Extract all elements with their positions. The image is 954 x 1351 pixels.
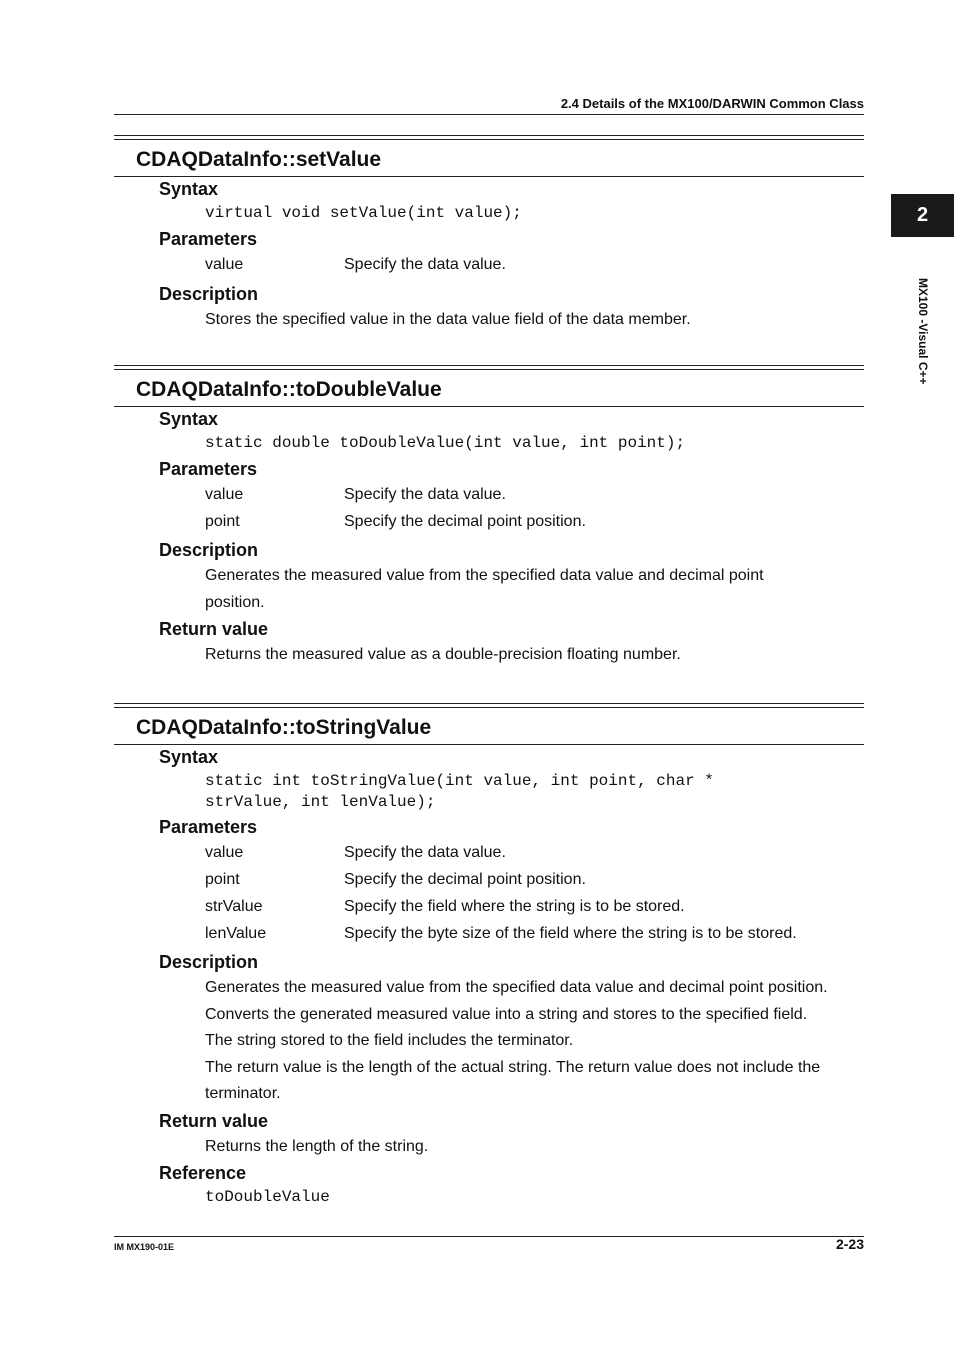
section-rule — [114, 369, 864, 370]
parameter-row — [114, 893, 864, 920]
reference-code: toDoubleValue — [205, 1188, 330, 1206]
return-value-text: Returns the measured value as a double-precision floating number. — [205, 646, 681, 663]
parameter-desc: Specify the byte size of the field where the string is to be stored. — [344, 925, 797, 942]
description-heading: Description — [159, 952, 259, 972]
description-heading: Description — [159, 284, 259, 304]
description-heading: Description — [159, 540, 259, 560]
parameter-name: strValue — [205, 898, 263, 915]
section-rule — [114, 135, 864, 136]
description-text: Generates the measured value from the specified data value and decimal point position. — [205, 567, 764, 611]
parameters-heading: Parameters — [159, 817, 258, 837]
parameter-row — [114, 481, 864, 508]
return-value-heading: Return value — [159, 1110, 269, 1131]
description-text: The return value is the length of the actual string. The return value does not include the terminator. — [205, 1058, 821, 1102]
section-rule — [114, 365, 864, 366]
section-title: CDAQDataInfo::toDoubleValue — [136, 378, 442, 401]
syntax-code-line: static int toStringValue(int value, int point, char * — [205, 772, 714, 790]
description-text: Generates the measured value from the specified data value and decimal point position. Converts the generated measured value into a string and stores to the specified field. The string stored to the field includes the terminator. — [205, 979, 828, 1049]
reference-heading: Reference — [159, 1163, 247, 1183]
parameter-desc: Specify the decimal point position. — [344, 513, 586, 530]
header-rule — [114, 114, 864, 115]
page-number: 2-23 — [835, 1236, 864, 1252]
section-title: CDAQDataInfo::toStringValue — [136, 716, 432, 739]
parameter-name: point — [205, 513, 240, 530]
syntax-code-line: strValue, int lenValue); — [205, 793, 436, 811]
syntax-heading: Syntax — [159, 409, 219, 429]
parameters-heading: Parameters — [159, 459, 258, 479]
section-rule — [114, 703, 864, 704]
parameter-name: point — [205, 871, 240, 888]
section-todoublevalue — [114, 365, 864, 669]
parameter-name: lenValue — [205, 925, 267, 942]
parameter-desc: Specify the data value. — [344, 844, 506, 861]
section-rule — [114, 744, 864, 745]
chapter-tab: 2 — [891, 194, 954, 237]
section-title: CDAQDataInfo::setValue — [136, 148, 382, 171]
section-rule — [114, 139, 864, 140]
syntax-heading: Syntax — [159, 747, 219, 767]
parameter-row — [114, 920, 864, 947]
section-rule — [114, 176, 864, 177]
parameter-row — [114, 839, 864, 866]
syntax-code: static double toDoubleValue(int value, int point); — [205, 434, 686, 452]
parameter-desc: Specify the data value. — [344, 486, 506, 503]
parameter-row — [114, 508, 864, 535]
syntax-heading: Syntax — [159, 179, 219, 199]
section-rule — [114, 406, 864, 407]
running-header: 2.4 Details of the MX100/DARWIN Common Class — [560, 96, 864, 111]
parameter-desc: Specify the field where the string is to be stored. — [344, 898, 685, 915]
parameters-heading: Parameters — [159, 229, 258, 249]
section-setvalue — [114, 135, 864, 334]
parameter-desc: Specify the data value. — [344, 256, 506, 273]
section-rule — [114, 707, 864, 708]
chapter-side-title: MX100 -Visual C++ — [916, 278, 930, 385]
document-id: IM MX190-01E — [114, 1242, 175, 1252]
parameter-row — [114, 866, 864, 893]
syntax-code: virtual void setValue(int value); — [205, 204, 522, 222]
parameter-row — [114, 251, 864, 278]
parameter-name: value — [205, 256, 244, 273]
description-text: Stores the specified value in the data value field of the data member. — [205, 311, 691, 328]
return-value-text: Returns the length of the string. — [205, 1137, 429, 1155]
parameter-name: value — [205, 486, 244, 503]
return-value-heading: Return value — [159, 619, 269, 639]
parameter-name: value — [205, 844, 244, 861]
section-tostringvalue — [114, 703, 864, 1208]
footer-rule — [114, 1236, 864, 1237]
parameter-desc: Specify the decimal point position. — [344, 871, 586, 888]
